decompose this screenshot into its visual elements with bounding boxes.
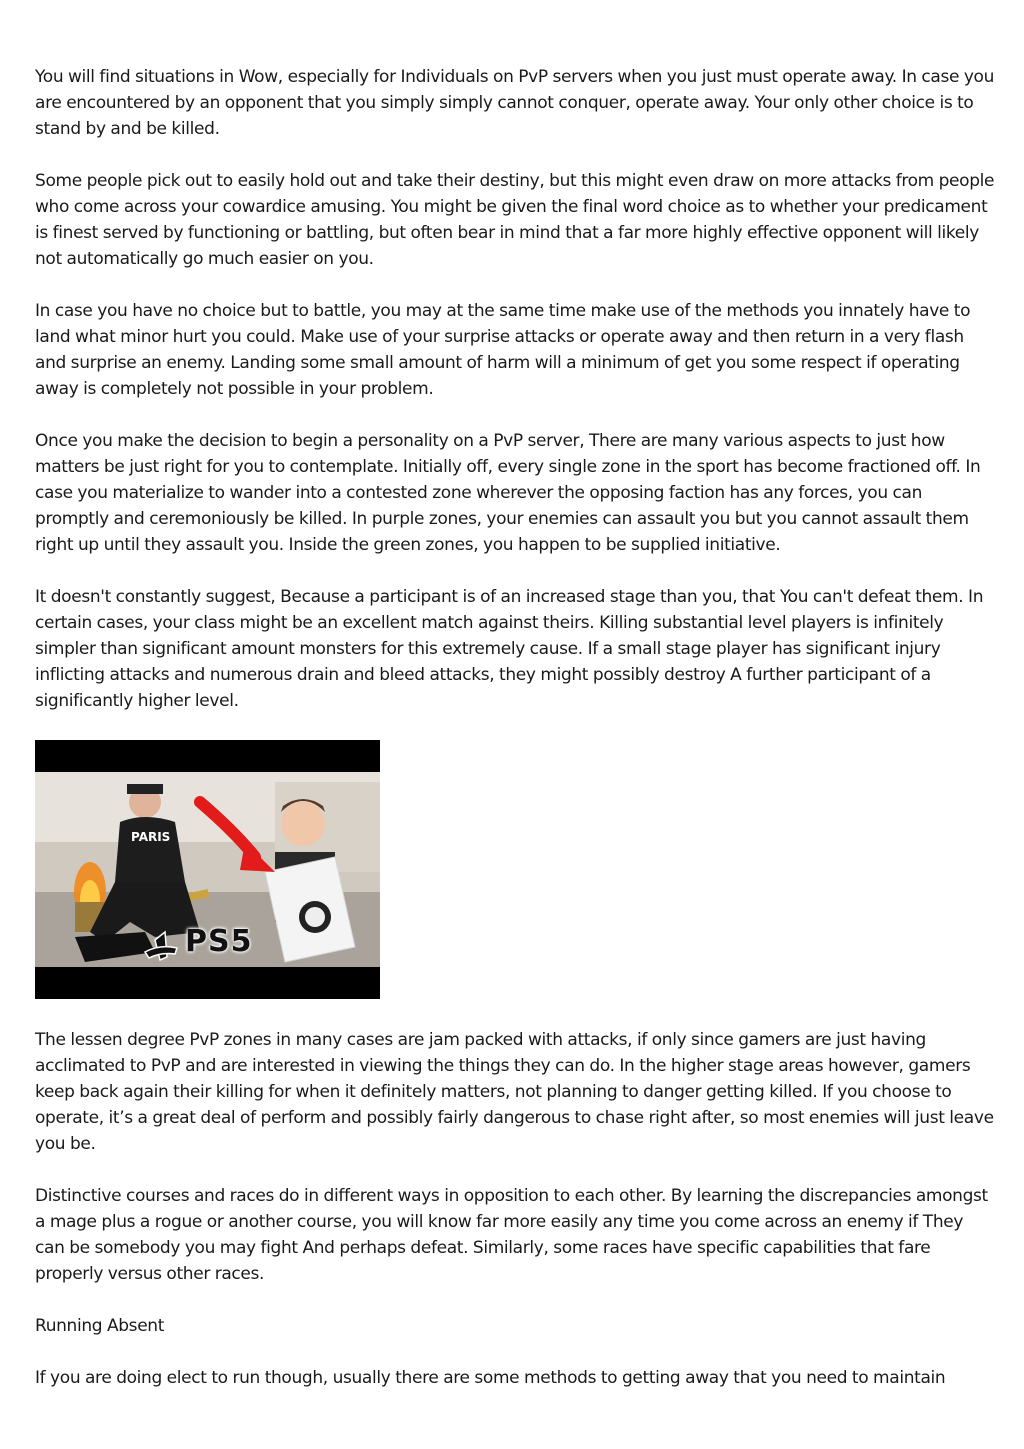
image-scene: [35, 772, 380, 967]
paragraph: If you are doing elect to run though, usually there are some methods to getting away that you need to maintain: [35, 1368, 946, 1388]
section-heading: Running Absent: [35, 1316, 165, 1336]
paragraph: Some people pick out to easily hold out and take their destiny, but this might even draw on more attacks from people who come across your cowardice amusing. You might be given the final word choice as to whether your predicament is finest served by functioning or battling, but often bear in mind that a far more highly effective opponent will likely not automatically go much easier on you.: [35, 171, 995, 269]
paragraph: In case you have no choice but to battle, you may at the same time make use of the methods you innately have to land what minor hurt you could. Make use of your surprise attacks or operate away and then return in a very flash and surprise an enemy. Landing some small amount of harm will a minimum of get you some respect if operating away is completely not possible in your problem.: [35, 301, 971, 399]
paragraph: The lessen degree PvP zones in many cases are jam packed with attacks, if only since gamers are just having acclimated to PvP and are interested in viewing the things they can do. In the higher stage areas however, gamers keep back again their killing for when it definitely matters, not planning to danger getting killed. If you choose to operate, it’s a great deal of perform and possibly fairly dangerous to chase right after, so most enemies will just leave you be.: [35, 1030, 994, 1154]
paragraph: Once you make the decision to begin a personality on a PvP server, There are many various aspects to just how matters be just right for you to contemplate. Initially off, every single zone in the sport has become fractioned off. In case you materialize to wander into a contested zone wherever the opposing faction has any forces, you can promptly and ceremoniously be killed. In purple zones, your enemies can assault you but you cannot assault them right up until they assault you. Inside the green zones, you happen to be supplied initiative.: [35, 431, 981, 555]
ps5-overlay-text: PS5: [185, 924, 253, 959]
shirt-text: PARIS: [131, 830, 171, 844]
paragraph: You will find situations in Wow, especially for Individuals on PvP servers when you just must operate away. In case you are encountered by an opponent that you simply simply cannot conquer, operate away. Your only other choice is to stand by and be killed.: [35, 67, 995, 139]
article-body: [35, 64, 995, 1417]
paragraph: It doesn't constantly suggest, Because a participant is of an increased stage than you, that You can't defeat them. In certain cases, your class might be an excellent match against theirs. Killing substantial level players is infinitely simpler than significant amount monsters for this extremely cause. If a small stage player has significant injury inflicting attacks and numerous drain and bleed attacks, they might possibly destroy A further participant of a significantly higher level.: [35, 587, 984, 711]
article-image: [35, 740, 380, 999]
paragraph: Distinctive courses and races do in different ways in opposition to each other. By learning the discrepancies amongst a mage plus a rogue or another course, you will know far more easily any time you come across an enemy if They can be somebody you may fight And perhaps defeat. Similarly, some races have specific capabilities that fare properly versus other races.: [35, 1186, 988, 1284]
